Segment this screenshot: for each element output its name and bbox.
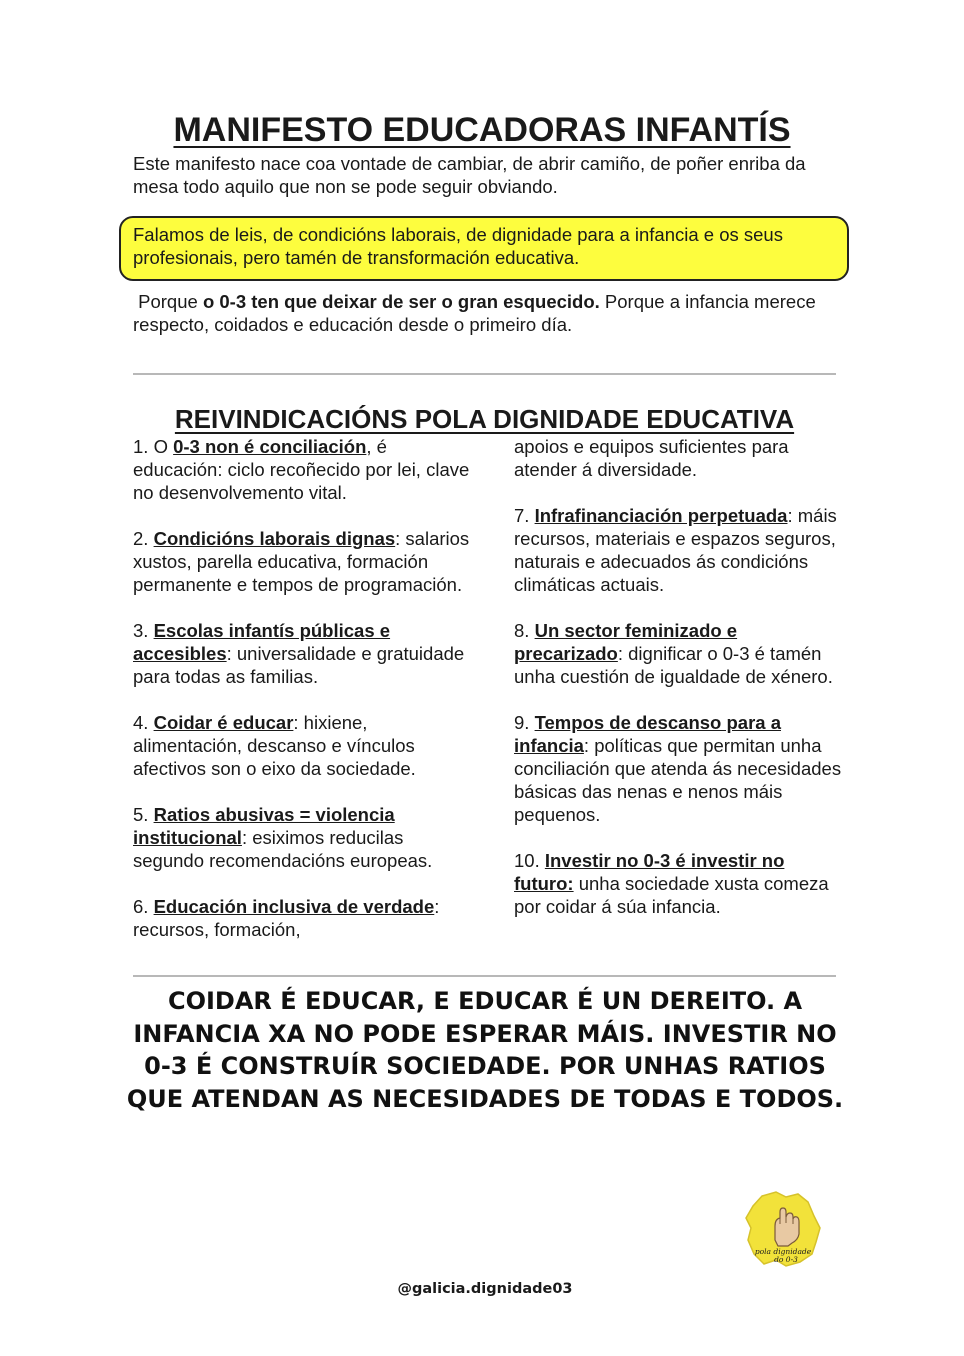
because-post: Porque a infancia merece respecto, coidados e educación desde o primeiro día. xyxy=(133,291,816,335)
claim-10: 10. Investir no 0-3 é investir no futuro: unha sociedade xusta comeza por coidar á súa infancia. xyxy=(514,850,829,917)
claim-9: 9. Tempos de descanso para a infancia: políticas que permitan unha conciliación que atenda ás necesidades básicas das nenas e nenos máis pequenos. xyxy=(514,712,842,825)
highlight-box: Falamos de leis, de condicións laborais, de dignidade para a infancia e os seus profesionais, pero tamén de transformación educativa. xyxy=(119,216,849,281)
claim-8: 8. Un sector feminizado e precarizado: dignificar o 0-3 é tamén unha cuestión de igualdade de xénero. xyxy=(514,620,833,687)
because-pre: Porque xyxy=(138,291,203,312)
closing-statement: COIDAR É EDUCAR, E EDUCAR É UN DEREITO. A INFANCIA XA NO PODE ESPERAR MÁIS. INVESTIR NO 0-3 É CONSTRUÍR SOCIEDADE. POR UNHAS RATIOS QUE ATENDAN AS NECESIDADES DE TODAS E TODOS. xyxy=(126,987,844,1113)
because-bold: o 0-3 ten que deixar de ser o gran esquecido. xyxy=(202,291,600,312)
galicia-map-raised-fist-icon xyxy=(742,1188,824,1270)
claim-4: 4. Coidar é educar: hixiene, alimentación, descanso e vínculos afectivos son o eixo da sociedade. xyxy=(133,712,416,779)
intro-paragraph: Este manifesto nace coa vontade de cambiar, de abrir camiño, de poñer enriba da mesa todo aquilo que non se pode seguir obviando. xyxy=(133,153,806,197)
claims-right-column xyxy=(514,435,844,941)
divider-bottom xyxy=(133,975,836,977)
claim-6-continued: apoios e equipos suficientes para atender á diversidade. xyxy=(514,436,789,480)
page-title: MANIFESTO EDUCADORAS INFANTÍS xyxy=(173,110,791,149)
section-title: REIVINDICACIÓNS POLA DIGNIDADE EDUCATIVA xyxy=(174,403,795,434)
claim-5: 5. Ratios abusivas = violencia institucional: esiximos reducilas segundo recomendacións europeas. xyxy=(133,804,433,871)
claim-3: 3. Escolas infantís públicas e accesibles: universalidade e gratuidade para todas as familias. xyxy=(133,620,465,687)
claim-7: 7. Infrafinanciación perpetuada: máis recursos, materiais e espazos seguros, naturais e adecuados ás condicións climáticas actuais. xyxy=(514,505,837,595)
claim-2: 2. Condicións laborais dignas: salarios xustos, parella educativa, formación permanente e tempos de programación. xyxy=(133,528,470,595)
claim-1: 1. O 0-3 non é conciliación, é educación: ciclo recoñecido por lei, clave no desenvolvemento vital. xyxy=(133,436,470,503)
social-handle: @galicia.dignidade03 xyxy=(397,1281,573,1297)
logo xyxy=(742,1188,824,1270)
claims-left-column xyxy=(133,435,478,964)
logo-line1: pola dignidade xyxy=(754,1247,812,1256)
claim-6: 6. Educación inclusiva de verdade: recursos, formación, xyxy=(133,896,440,940)
divider-top xyxy=(133,373,836,375)
because-paragraph xyxy=(133,290,833,336)
logo-line2: do 0-3 xyxy=(774,1255,798,1264)
